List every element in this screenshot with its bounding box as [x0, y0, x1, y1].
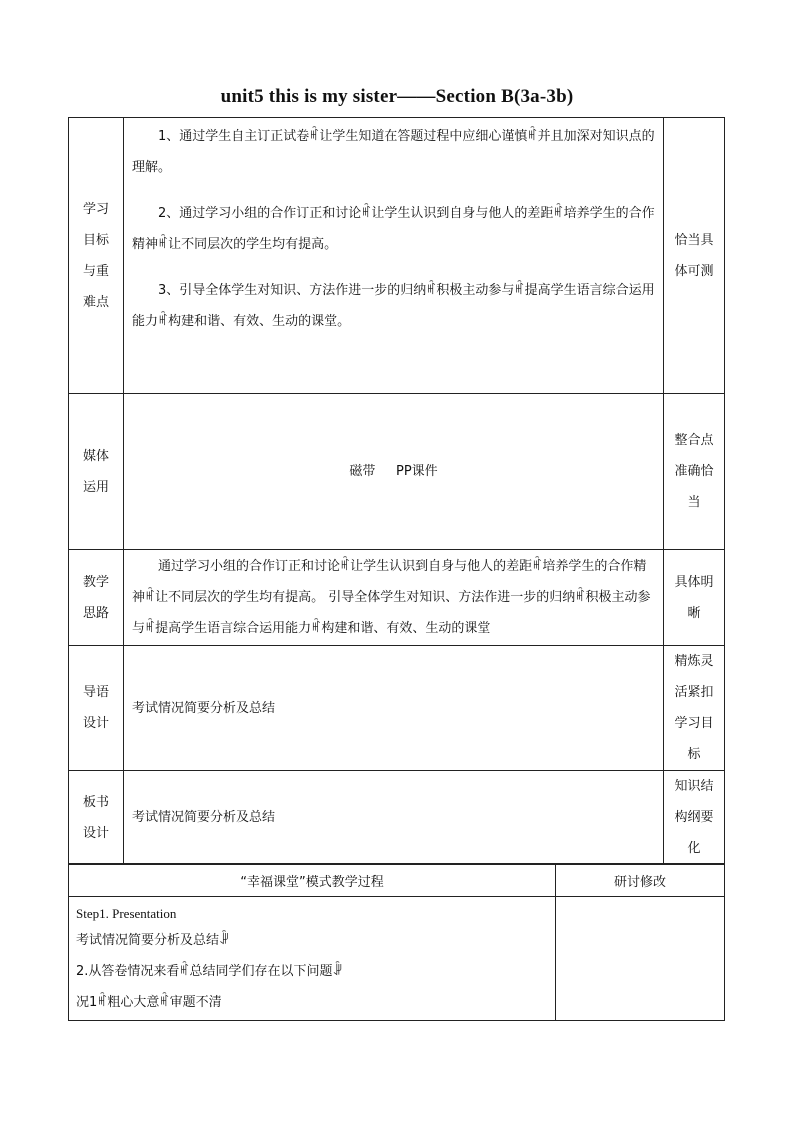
goals-note: [664, 118, 725, 394]
note-line: 晰: [687, 605, 701, 621]
board-row: [69, 771, 725, 865]
label-line: 难点: [83, 294, 110, 310]
goals-label: [69, 118, 124, 394]
process-body-row: [69, 897, 725, 1021]
intro-note: [664, 646, 725, 771]
approach-content: [124, 550, 664, 646]
process-line: 况1ꎬ粗心大意ꎬ审题不清: [76, 995, 222, 1010]
label-line: 与重: [83, 263, 110, 279]
process-header: “幸福课堂”模式教学过程: [69, 864, 556, 897]
step-heading: Step1. Presentation: [76, 906, 177, 921]
revision-cell: [556, 897, 725, 1021]
label-line: 设计: [83, 716, 110, 731]
process-line: 2.从答卷情况来看ꎬ总结同学们存在以下问题ꎻ: [76, 964, 343, 979]
intro-label: [69, 646, 124, 771]
note-line: 体可测: [674, 263, 714, 279]
page-title: unit5 this is my sister——Section B(3a-3b): [220, 86, 574, 107]
approach-row: [69, 550, 725, 646]
board-content: 考试情况简要分析及总结: [124, 771, 664, 865]
note-line: 整合点: [674, 433, 714, 448]
note-line: 准确恰: [674, 464, 714, 479]
note-line: 标: [687, 747, 701, 762]
lesson-plan-table: [68, 117, 725, 865]
label-line: 媒体: [83, 448, 110, 464]
label-line: 设计: [83, 825, 110, 841]
media-note: [664, 394, 725, 550]
label-line: 教学: [83, 574, 110, 590]
process-content: [69, 897, 556, 1021]
note-line: 具体明: [674, 574, 714, 590]
process-header-row: [69, 864, 725, 897]
process-line: 考试情况简要分析及总结ꎻ: [76, 933, 230, 948]
media-label: [69, 394, 124, 550]
note-line: 恰当具: [674, 232, 714, 248]
intro-row: [69, 646, 725, 771]
media-row: [69, 394, 725, 550]
media-content: 磁带 PP课件: [124, 394, 664, 550]
approach-note: [664, 550, 725, 646]
note-line: 活紧扣: [674, 685, 714, 700]
goals-row: [69, 118, 725, 394]
goals-content: [124, 118, 664, 394]
intro-content: 考试情况简要分析及总结: [124, 646, 664, 771]
approach-text: 通过学习小组的合作订正和讨论ꎬ让学生认识到自身与他人的差距ꎬ培养学生的合作精神ꎬ让不同层次的学生均有提高。 引导全体学生对知识、方法作进一步的归纳ꎬ积极主动参与ꎬ提高学生语言综合运用能力ꎬ构建和谐、有效、生动的课堂: [132, 559, 651, 636]
note-line: 当: [687, 495, 701, 510]
note-line: 知识结: [674, 779, 714, 794]
label-line: 思路: [83, 605, 110, 621]
label-line: 运用: [83, 479, 110, 495]
note-line: 学习目: [674, 716, 714, 731]
goal-1: 1、通过学生自主订正试卷ꎬ让学生知道在答题过程中应细心谨慎ꎬ并且加深对知识点的理解。: [132, 129, 655, 175]
note-line: 构纲要: [674, 810, 714, 825]
process-table: [68, 863, 725, 1021]
label-line: 板书: [83, 794, 110, 810]
note-line: 化: [687, 841, 701, 856]
goal-3: 3、引导全体学生对知识、方法作进一步的归纳ꎬ积极主动参与ꎬ提高学生语言综合运用能力ꎬ构建和谐、有效、生动的课堂。: [132, 283, 655, 329]
note-line: 精炼灵: [674, 654, 714, 669]
label-line: 导语: [83, 685, 110, 700]
board-note: [664, 771, 725, 865]
label-line: 目标: [83, 232, 110, 248]
board-label: [69, 771, 124, 865]
approach-label: [69, 550, 124, 646]
revision-header: 研讨修改: [556, 864, 725, 897]
goal-2: 2、通过学习小组的合作订正和讨论ꎬ让学生认识到自身与他人的差距ꎬ培养学生的合作精神ꎬ让不同层次的学生均有提高。: [132, 206, 655, 252]
label-line: 学习: [83, 201, 110, 217]
